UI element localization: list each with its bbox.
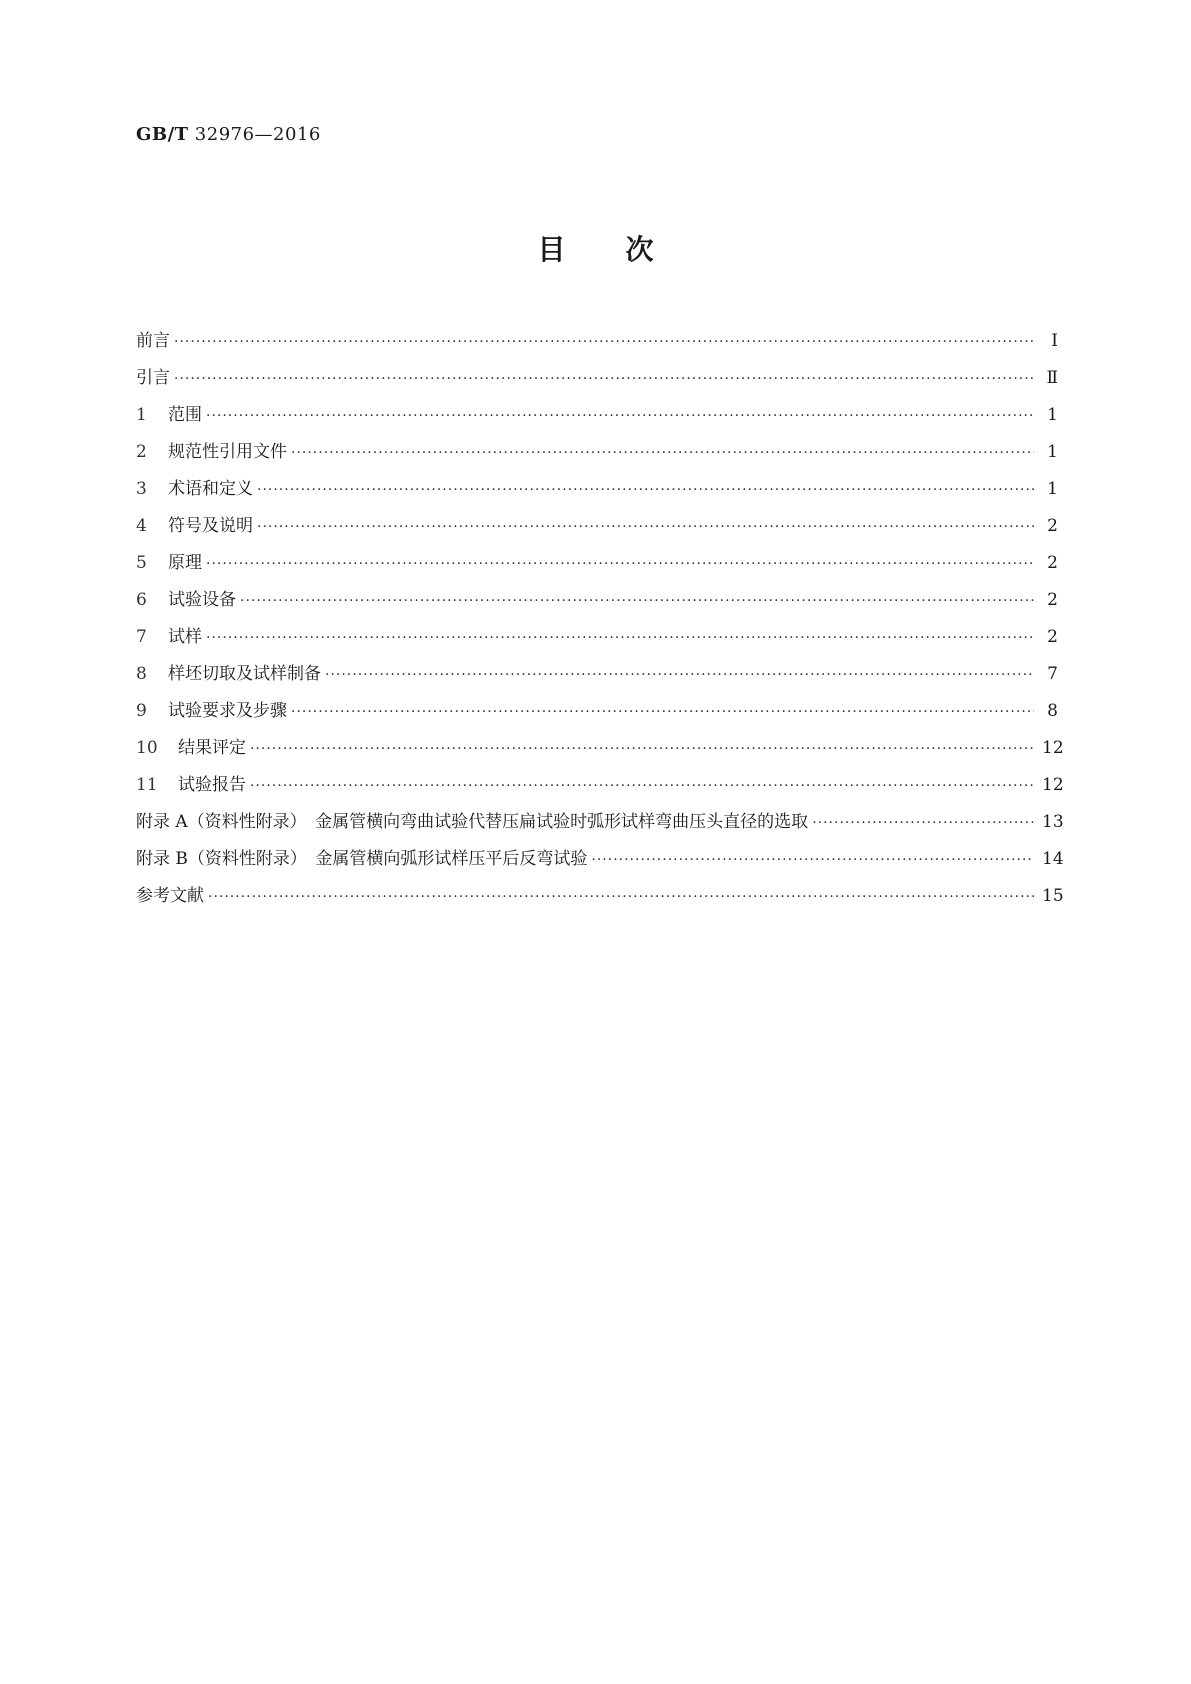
toc-label: 试验报告 xyxy=(178,775,246,795)
toc-page-number: 14 xyxy=(1042,849,1064,869)
toc-label: 原理 xyxy=(168,553,202,573)
toc-leader-dots xyxy=(291,445,1034,461)
toc-entry-3[interactable] xyxy=(136,474,1058,511)
toc-page-number: 12 xyxy=(1042,775,1064,795)
toc-label: 样坯切取及试样制备 xyxy=(168,664,321,684)
toc-leader-dots xyxy=(174,371,1034,387)
toc-leader-dots xyxy=(206,556,1034,572)
toc-section-number: 8 xyxy=(136,664,147,684)
toc-label: 试样 xyxy=(168,627,202,647)
toc-section-number: 3 xyxy=(136,479,147,499)
toc-leader-dots xyxy=(257,482,1034,498)
toc-page-number: 2 xyxy=(1047,627,1058,647)
toc-entry-8[interactable] xyxy=(136,659,1058,696)
toc-leader-dots xyxy=(591,852,1034,868)
toc-label: 符号及说明 xyxy=(168,516,253,536)
toc-label: 附录 B（资料性附录） 金属管横向弧形试样压平后反弯试验 xyxy=(136,849,588,869)
toc-label: 试验设备 xyxy=(168,590,236,610)
toc-section-number: 6 xyxy=(136,590,147,610)
toc-entry-foreword[interactable] xyxy=(136,326,1058,363)
toc-section-number: 5 xyxy=(136,553,147,573)
toc-leader-dots xyxy=(291,704,1034,720)
table-of-contents xyxy=(136,326,1064,918)
toc-page-number: 1 xyxy=(1047,479,1058,499)
toc-page-number: 2 xyxy=(1047,590,1058,610)
toc-page-number: 1 xyxy=(1047,442,1058,462)
toc-label: 术语和定义 xyxy=(168,479,253,499)
toc-section-number: 1 xyxy=(136,405,147,425)
page-title: 目次 xyxy=(537,233,714,266)
toc-entry-1[interactable] xyxy=(136,400,1058,437)
toc-entry-7[interactable] xyxy=(136,622,1058,659)
toc-label: 结果评定 xyxy=(178,738,246,758)
toc-entry-10[interactable] xyxy=(136,733,1064,770)
toc-entry-2[interactable] xyxy=(136,437,1058,474)
toc-leader-dots xyxy=(250,778,1034,794)
toc-section-number: 9 xyxy=(136,701,147,721)
toc-leader-dots xyxy=(206,408,1034,424)
toc-page-number: 2 xyxy=(1047,516,1058,536)
toc-label: 规范性引用文件 xyxy=(168,442,287,462)
toc-page-number: 1 xyxy=(1047,405,1058,425)
toc-leader-dots xyxy=(240,593,1034,609)
toc-entry-6[interactable] xyxy=(136,585,1058,622)
toc-page-number: 7 xyxy=(1047,664,1058,684)
toc-label: 参考文献 xyxy=(136,886,204,906)
toc-entry-5[interactable] xyxy=(136,548,1058,585)
toc-entry-introduction[interactable] xyxy=(136,363,1058,400)
toc-leader-dots xyxy=(206,630,1034,646)
toc-entry-references[interactable] xyxy=(136,881,1064,918)
toc-leader-dots xyxy=(250,741,1034,757)
toc-page-number: 12 xyxy=(1042,738,1064,758)
toc-entry-appendix-a[interactable] xyxy=(136,807,1064,844)
toc-entry-11[interactable] xyxy=(136,770,1064,807)
toc-leader-dots xyxy=(208,889,1034,905)
toc-page-number: 13 xyxy=(1042,812,1064,832)
toc-leader-dots xyxy=(812,815,1034,831)
toc-label: 附录 A（资料性附录） 金属管横向弯曲试验代替压扁试验时弧形试样弯曲压头直径的选取 xyxy=(136,812,809,832)
toc-section-number: 11 xyxy=(136,775,158,795)
toc-leader-dots xyxy=(257,519,1034,535)
toc-section-number: 4 xyxy=(136,516,147,536)
standard-number: 32976—2016 xyxy=(194,124,321,145)
toc-page-number: Ⅱ xyxy=(1046,368,1058,388)
standard-code: GB/T xyxy=(136,124,189,145)
toc-label: 引言 xyxy=(136,368,170,388)
toc-leader-dots xyxy=(174,334,1034,350)
toc-page-number: 2 xyxy=(1047,553,1058,573)
toc-entry-appendix-b[interactable] xyxy=(136,844,1064,881)
toc-label: 试验要求及步骤 xyxy=(168,701,287,721)
toc-section-number: 2 xyxy=(136,442,147,462)
toc-section-number: 7 xyxy=(136,627,147,647)
toc-entry-4[interactable] xyxy=(136,511,1058,548)
toc-entry-9[interactable] xyxy=(136,696,1058,733)
toc-page-number: Ⅰ xyxy=(1051,331,1058,351)
toc-page-number: 15 xyxy=(1042,886,1064,906)
toc-label: 前言 xyxy=(136,331,170,351)
toc-label: 范围 xyxy=(168,405,202,425)
toc-section-number: 10 xyxy=(136,738,158,758)
toc-page-number: 8 xyxy=(1047,701,1058,721)
toc-leader-dots xyxy=(325,667,1034,683)
document-header xyxy=(136,124,321,145)
